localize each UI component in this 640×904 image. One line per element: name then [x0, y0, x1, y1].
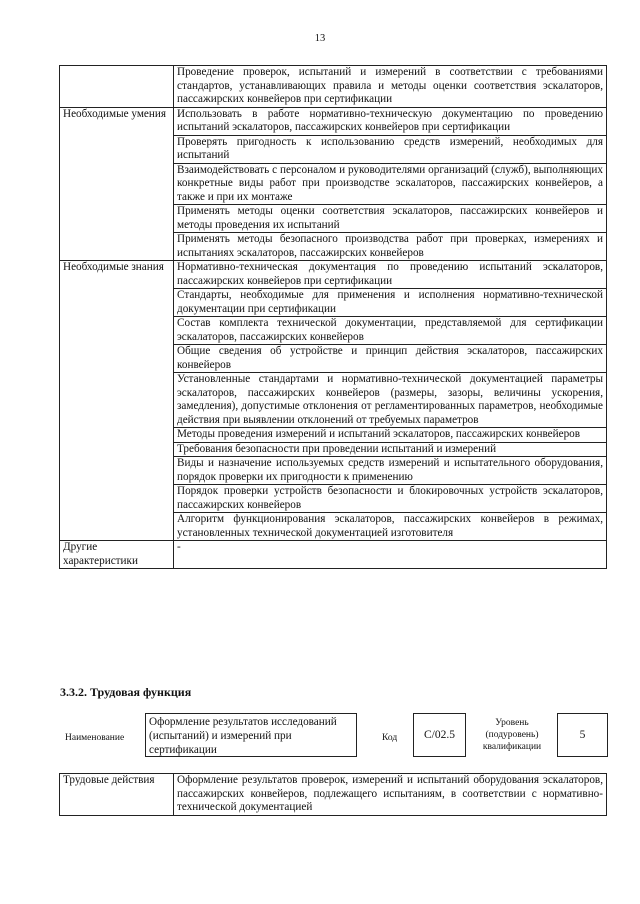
actions-label: Трудовые действия	[60, 774, 174, 816]
knowledge-item: Алгоритм функционирования эскалаторов, пассажирских конвейеров в режимах, установленных технической документацией изготовителя	[174, 513, 607, 541]
table-cell: Проведение проверок, испытаний и измерений в соответствии с требованиями стандартов, устанавливающих правила и методы оценки соответствия эскалаторов, пассажирских конвейеров при сертификации	[174, 66, 607, 108]
table-row	[60, 107, 607, 135]
knowledge-item: Общие сведения об устройстве и принцип действия эскалаторов, пассажирских конвейеров	[174, 345, 607, 373]
empty-label-cell	[60, 66, 174, 108]
skill-item: Применять методы оценки соответствия эскалаторов, пассажирских конвейеров и методы проведения их испытаний	[174, 205, 607, 233]
knowledge-item: Нормативно-техническая документация по проведению испытаний эскалаторов, пассажирских конвейеров при сертификации	[174, 261, 607, 289]
knowledge-item: Состав комплекта технической документации, представляемой для сертификации эскалаторов, пассажирских конвейеров	[174, 317, 607, 345]
function-level-value: 5	[557, 713, 608, 757]
actions-value: Оформление результатов проверок, измерений и испытаний оборудования эскалаторов, пассажирских конвейеров, подлежащего испытаниям, в соответствии с нормативно-технической документацией	[174, 774, 607, 816]
requirements-table	[59, 65, 607, 569]
knowledge-item: Методы проведения измерений и испытаний эскалаторов, пассажирских конвейеров	[174, 428, 607, 443]
knowledge-item: Установленные стандартами и нормативно-технической документацией параметры эскалаторов, пассажирских конвейеров (размеры, зазоры, величины ускорения, замедления), допустимые отклонения от регламентированных параметров, необходимые действия при выявлении отклонений от требуемых параметров	[174, 373, 607, 428]
knowledge-label: Необходимые знания	[60, 261, 174, 541]
code-label: Код	[382, 733, 398, 743]
skill-item: Проверять пригодность к использованию средств измерений, необходимых для испытаний	[174, 135, 607, 163]
knowledge-item: Виды и назначение используемых средств измерений и испытательного оборудования, порядок проверки их пригодности к применению	[174, 457, 607, 485]
table-row	[60, 774, 607, 816]
table-row	[60, 541, 607, 569]
skills-label: Необходимые умения	[60, 107, 174, 261]
table-row	[60, 66, 607, 108]
knowledge-item: Требования безопасности при проведении испытаний и измерений	[174, 442, 607, 457]
skill-item: Применять методы безопасного производства работ при проверках, измерениях и испытаниях эскалаторов, пассажирских конвейеров	[174, 233, 607, 261]
section-title: 3.3.2. Трудовая функция	[60, 685, 192, 699]
function-name-value: Оформление результатов исследований (испытаний) и измерений при сертификации	[145, 713, 357, 757]
skill-item: Взаимодействовать с персоналом и руководителями организаций (служб), выполняющих конкретные виды работ при производстве эскалаторов, пассажирских конвейеров, а также и при их монтаже	[174, 163, 607, 205]
page-number: 13	[314, 33, 326, 44]
actions-table	[59, 773, 607, 816]
table-row	[60, 261, 607, 289]
knowledge-item: Стандарты, необходимые для применения и исполнения нормативно-технической документации при сертификации	[174, 289, 607, 317]
other-value: -	[174, 541, 607, 569]
knowledge-item: Порядок проверки устройств безопасности и блокировочных устройств эскалаторов, пассажирских конвейеров	[174, 485, 607, 513]
function-code-value: C/02.5	[413, 713, 466, 757]
other-label: Другие характеристики	[60, 541, 174, 569]
skill-item: Использовать в работе нормативно-техническую документацию по проведению испытаний эскалаторов, пассажирских конвейеров при сертификации	[174, 107, 607, 135]
name-label: Наименование	[65, 733, 125, 743]
level-label: Уровень (подуровень) квалификации	[482, 718, 542, 752]
